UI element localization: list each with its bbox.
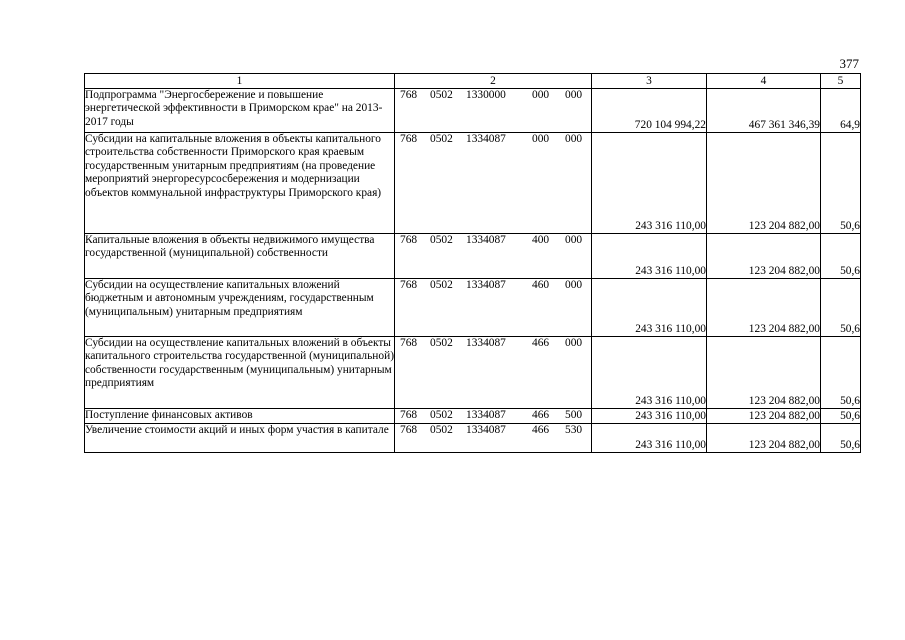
code-section: 0502 bbox=[430, 234, 453, 246]
page-number: 377 bbox=[839, 56, 859, 71]
code-section: 0502 bbox=[430, 89, 453, 101]
amount-executed: 467 361 346,39 bbox=[707, 89, 821, 133]
row-name: Субсидии на капитальные вложения в объекты капитального строительства собственности Приморского края краевым государственным унитарным предприятиям (на проведение мероприятий энергоресурсосбережения и модернизации объектов коммунальной инфраструктуры Приморского края) bbox=[85, 133, 395, 234]
budget-code bbox=[395, 424, 592, 453]
budget-code bbox=[395, 89, 592, 133]
code-section: 0502 bbox=[430, 424, 453, 436]
code-type: 466 bbox=[532, 337, 550, 349]
column-header-4: 4 bbox=[707, 74, 821, 89]
column-header-3: 3 bbox=[592, 74, 707, 89]
table-row bbox=[85, 89, 861, 133]
table-row bbox=[85, 337, 861, 409]
code-kosgu: 000 bbox=[565, 89, 583, 101]
code-admin: 768 bbox=[400, 337, 418, 349]
code-target: 1330000 bbox=[466, 89, 506, 101]
code-type: 000 bbox=[532, 89, 550, 101]
code-target: 1334087 bbox=[466, 424, 506, 436]
code-kosgu: 000 bbox=[565, 337, 583, 349]
table-row bbox=[85, 133, 861, 234]
amount-executed: 123 204 882,00 bbox=[707, 409, 821, 424]
execution-percent: 50,6 bbox=[821, 409, 861, 424]
code-section: 0502 bbox=[430, 409, 453, 421]
code-kosgu: 500 bbox=[565, 409, 583, 421]
amount-plan: 243 316 110,00 bbox=[592, 424, 707, 453]
amount-executed: 123 204 882,00 bbox=[707, 279, 821, 337]
code-admin: 768 bbox=[400, 133, 418, 145]
table-row bbox=[85, 424, 861, 453]
table-row bbox=[85, 234, 861, 279]
amount-executed: 123 204 882,00 bbox=[707, 337, 821, 409]
code-admin: 768 bbox=[400, 279, 418, 291]
code-admin: 768 bbox=[400, 234, 418, 246]
budget-code bbox=[395, 234, 592, 279]
row-name: Капитальные вложения в объекты недвижимого имущества государственной (муниципальной) собственности bbox=[85, 234, 395, 279]
budget-table bbox=[84, 73, 861, 453]
code-kosgu: 000 bbox=[565, 279, 583, 291]
execution-percent: 50,6 bbox=[821, 279, 861, 337]
code-type: 000 bbox=[532, 133, 550, 145]
amount-plan: 243 316 110,00 bbox=[592, 234, 707, 279]
execution-percent: 50,6 bbox=[821, 234, 861, 279]
code-type: 460 bbox=[532, 279, 550, 291]
code-target: 1334087 bbox=[466, 133, 506, 145]
code-target: 1334087 bbox=[466, 409, 506, 421]
execution-percent: 50,6 bbox=[821, 424, 861, 453]
column-header-1: 1 bbox=[85, 74, 395, 89]
row-name: Поступление финансовых активов bbox=[85, 409, 395, 424]
code-admin: 768 bbox=[400, 89, 418, 101]
code-type: 466 bbox=[532, 409, 550, 421]
code-kosgu: 530 bbox=[565, 424, 583, 436]
code-target: 1334087 bbox=[466, 279, 506, 291]
row-name: Подпрограмма "Энергосбережение и повышение энергетической эффективности в Приморском крае" на 2013-2017 годы bbox=[85, 89, 395, 133]
code-section: 0502 bbox=[430, 133, 453, 145]
execution-percent: 64,9 bbox=[821, 89, 861, 133]
execution-percent: 50,6 bbox=[821, 337, 861, 409]
budget-code bbox=[395, 409, 592, 424]
column-header-5: 5 bbox=[821, 74, 861, 89]
execution-percent: 50,6 bbox=[821, 133, 861, 234]
code-admin: 768 bbox=[400, 409, 418, 421]
code-type: 400 bbox=[532, 234, 550, 246]
code-kosgu: 000 bbox=[565, 133, 583, 145]
code-section: 0502 bbox=[430, 337, 453, 349]
code-kosgu: 000 bbox=[565, 234, 583, 246]
table-row bbox=[85, 409, 861, 424]
code-type: 466 bbox=[532, 424, 550, 436]
amount-plan: 720 104 994,22 bbox=[592, 89, 707, 133]
row-name: Увеличение стоимости акций и иных форм участия в капитале bbox=[85, 424, 395, 453]
row-name: Субсидии на осуществление капитальных вложений в объекты капитального строительства государственной (муниципальной) собственности государственным (муниципальным) унитарным предприятиям bbox=[85, 337, 395, 409]
table-row bbox=[85, 279, 861, 337]
row-name: Субсидии на осуществление капитальных вложений бюджетным и автономным учреждениям, государственным (муниципальным) унитарным предприятиям bbox=[85, 279, 395, 337]
amount-plan: 243 316 110,00 bbox=[592, 409, 707, 424]
amount-executed: 123 204 882,00 bbox=[707, 424, 821, 453]
column-header-2: 2 bbox=[395, 74, 592, 89]
amount-plan: 243 316 110,00 bbox=[592, 337, 707, 409]
amount-executed: 123 204 882,00 bbox=[707, 234, 821, 279]
budget-code bbox=[395, 337, 592, 409]
budget-code bbox=[395, 133, 592, 234]
amount-executed: 123 204 882,00 bbox=[707, 133, 821, 234]
code-target: 1334087 bbox=[466, 234, 506, 246]
code-admin: 768 bbox=[400, 424, 418, 436]
amount-plan: 243 316 110,00 bbox=[592, 133, 707, 234]
table-header-row bbox=[85, 74, 861, 89]
budget-code bbox=[395, 279, 592, 337]
amount-plan: 243 316 110,00 bbox=[592, 279, 707, 337]
code-section: 0502 bbox=[430, 279, 453, 291]
code-target: 1334087 bbox=[466, 337, 506, 349]
